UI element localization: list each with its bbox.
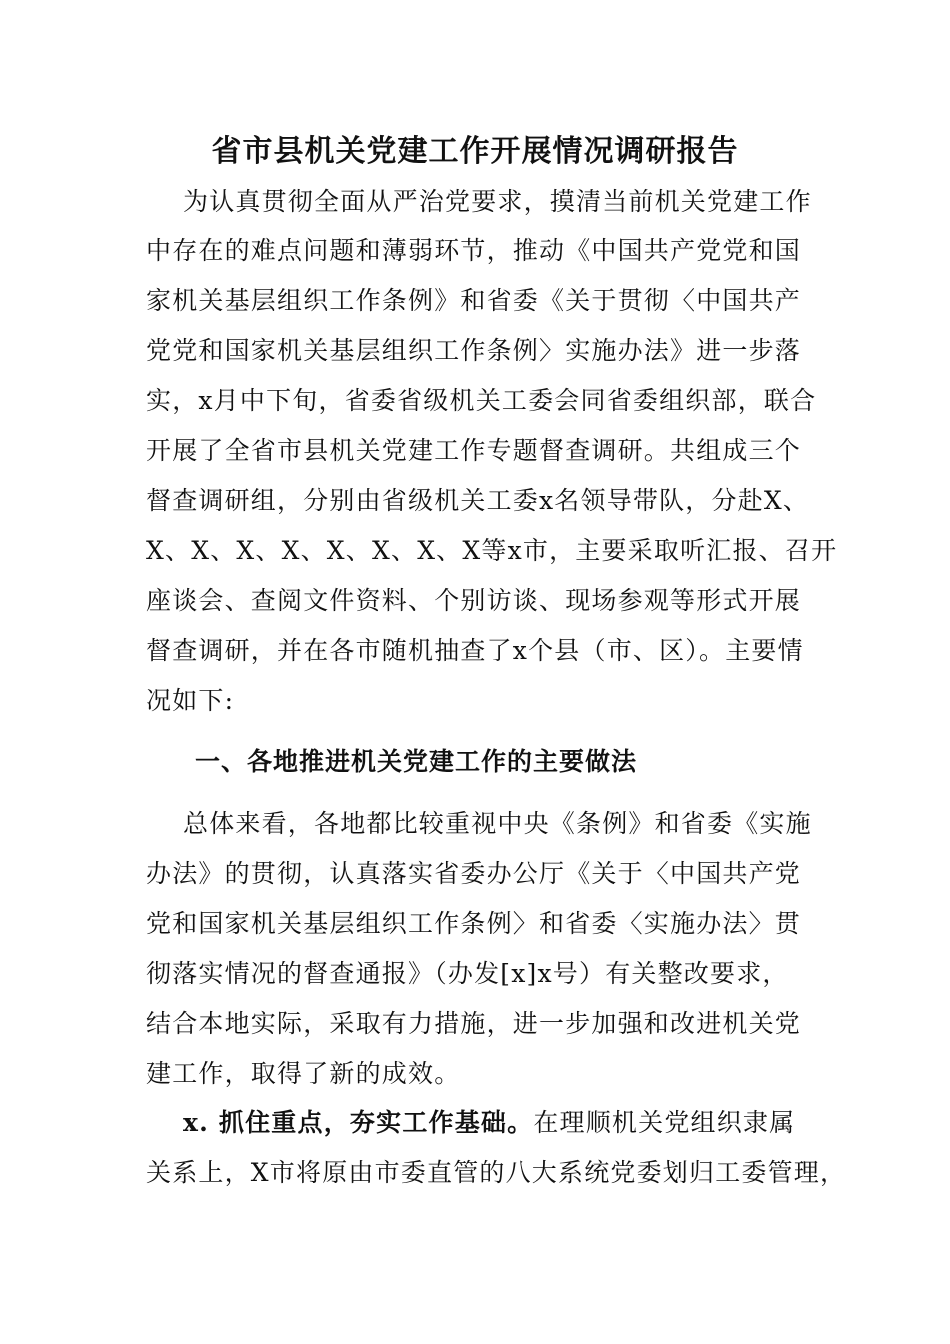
intro-line: 家机关基层组织工作条例》和省委《关于贯彻〈中国共产	[146, 286, 802, 315]
point-1-line: 关系上，X市将原由市委直管的八大系统党委划归工委管理，	[146, 1158, 847, 1187]
overview-line: 党和国家机关基层组织工作条例〉和省委〈实施办法〉贯	[146, 909, 802, 938]
intro-line: 实，x月中下旬，省委省级机关工委会同省委组织部，联合	[146, 386, 817, 415]
section-heading: 一、各地推进机关党建工作的主要做法	[195, 747, 638, 776]
intro-line: 党党和国家机关基层组织工作条例〉实施办法》进一步落	[146, 336, 802, 365]
document-title: 省市县机关党建工作开展情况调研报告	[211, 134, 739, 169]
point-1-text: 在理顺机关党组织隶属	[533, 1108, 796, 1137]
intro-line: 督查调研组，分别由省级机关工委x名领导带队，分赴X、	[146, 486, 810, 515]
intro-line: 为认真贯彻全面从严治党要求，摸清当前机关党建工作	[183, 187, 812, 216]
intro-line: 中存在的难点问题和薄弱环节，推动《中国共产党党和国	[146, 236, 802, 265]
overview-line: 彻落实情况的督查通报》（办发[x]x号）有关整改要求，	[146, 959, 789, 988]
overview-line: 建工作，取得了新的成效。	[146, 1059, 461, 1088]
overview-line: 办法》的贯彻，认真落实省委办公厅《关于〈中国共产党	[146, 859, 802, 888]
point-1-heading: x. 抓住重点，夯实工作基础。	[183, 1108, 534, 1137]
intro-line: 况如下:	[146, 686, 235, 715]
overview-line: 结合本地实际，采取有力措施，进一步加强和改进机关党	[146, 1009, 802, 1038]
overview-line: 总体来看，各地都比较重视中央《条例》和省委《实施	[183, 809, 812, 838]
intro-line: 督查调研，并在各市随机抽查了x个县（市、区）。主要情	[146, 636, 804, 665]
intro-line: 开展了全省市县机关党建工作专题督查调研。共组成三个	[146, 436, 802, 465]
point-1-line	[183, 1103, 795, 1143]
intro-line: 座谈会、查阅文件资料、个别访谈、现场参观等形式开展	[146, 586, 802, 615]
intro-line: X、X、X、X、X、X、X、X等x市，主要采取听汇报、召开	[146, 536, 838, 565]
